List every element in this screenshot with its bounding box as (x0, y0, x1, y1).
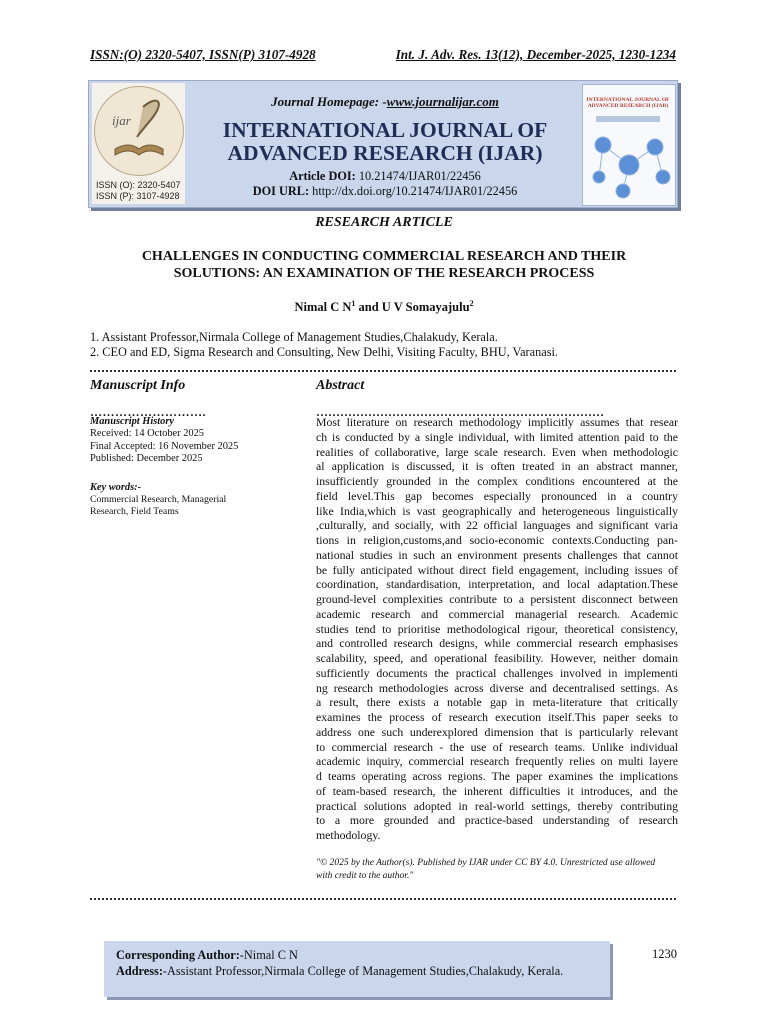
keywords-line: Research, Field Teams (90, 506, 179, 517)
corr-address: -Assistant Professor,Nirmala College of Management Studies,Chalakudy, Kerala. (162, 964, 564, 978)
running-header (90, 47, 676, 63)
abstract-line: tions in religion,customs,and socio-economic contexts.Conducting pan- (316, 533, 678, 547)
journal-title-line2: ADVANCED RESEARCH (IJAR) (227, 141, 543, 165)
manuscript-info-dots: ………………………. (90, 405, 206, 419)
header-citation: Int. J. Adv. Res. 13(12), December-2025, 1230-1234 (395, 47, 676, 62)
abstract-line: to commercial research - the use of research teams. Unlike individual (316, 739, 678, 754)
abstract-line: academic inquiry, commercial research frequently relies on multi layere (316, 754, 678, 769)
abstract-line: and controlled research designs, while commercial research emphasises (316, 636, 678, 651)
homepage-label: Journal Homepage: - (271, 94, 387, 109)
abstract-line: al application is discussed, it is often treated in an abstract manner, (316, 459, 678, 474)
abstract-line: address one such underexplored dimension that is particularly relevant (316, 724, 678, 739)
journal-homepage (190, 94, 580, 110)
paper-title (90, 248, 678, 282)
logo-wordmark: ijar (112, 113, 131, 128)
license-note (316, 857, 680, 883)
manuscript-history (90, 416, 300, 465)
divider (90, 370, 676, 372)
abstract-line: academic research and commercial managerial research. Academic (316, 606, 678, 621)
abstract-body (316, 415, 678, 843)
corr-address-label: Address: (116, 964, 163, 978)
abstract-line: coordination, standardisation, interpretation, and local adaptation.These (316, 577, 678, 592)
abstract-dots: ……………………………………………………………… (316, 405, 604, 419)
logo-issn-online: ISSN (O): 2320-5407 (96, 180, 181, 190)
abstract-line: of team-based research, the inherent difficulties it introduces, and the (316, 783, 678, 798)
license-line: "© 2025 by the Author(s). Published by IJAR under CC BY 4.0. Unrestricted use allowed (316, 858, 656, 868)
abstract-line: d teams operating across regions. The paper examines the implications (316, 769, 678, 783)
abstract-line: field level.This gap becomes especially pronounced in a country (316, 488, 678, 503)
doi-url-label: DOI URL: (252, 184, 310, 198)
cover-title: INTERNATIONAL JOURNAL OF ADVANCED RESEARCH (IJAR) (586, 97, 670, 109)
affiliations (90, 330, 690, 360)
article-doi (190, 169, 580, 199)
abstract-line: scalability, speed, and operational feasibility. However, neither domain (316, 651, 678, 665)
accepted-date: Final Accepted: 16 November 2025 (90, 440, 239, 452)
divider (90, 898, 676, 900)
abstract-line: insufficiently grounded in the complex conditions encountered at the (316, 474, 678, 488)
author-list (90, 299, 678, 315)
license-line: with credit to the author." (316, 870, 414, 881)
paper-title-line2: SOLUTIONS: AN EXAMINATION OF THE RESEARCH PROCESS (173, 266, 595, 281)
paper-title-line1: CHALLENGES IN CONDUCTING COMMERCIAL RESEARCH AND THEIR (141, 249, 627, 264)
manuscript-info-heading: Manuscript Info (90, 378, 186, 393)
quill-book-icon (94, 86, 184, 176)
logo-issn (96, 180, 181, 202)
abstract-line: to a more grounded and practice-based understanding of research (316, 813, 678, 828)
abstract-line: be fully anticipated without direct field engagement, including issues of (316, 562, 678, 577)
abstract-line: ng research methodologies across diverse and decentralised settings. As (316, 680, 678, 695)
published-date: Published: December 2025 (90, 452, 203, 464)
author-1-mark: 1 (351, 299, 356, 308)
abstract-line: methodology. (316, 828, 381, 842)
abstract-line: practical solutions adopted in real-world settings, thereby contributing (316, 798, 678, 813)
cover-subtitle-bar (596, 116, 660, 122)
author-1: Nimal C N (294, 300, 352, 315)
abstract-heading: Abstract (316, 378, 365, 393)
corr-author-label: Corresponding Author: (116, 948, 240, 962)
header-issn: ISSN:(O) 2320-5407, ISSN(P) 3107-4928 (90, 47, 316, 62)
abstract-line: examines the process of research execution itself.This paper seeks to (316, 710, 678, 724)
keywords-line: Commercial Research, Managerial (90, 494, 227, 505)
article-type: RESEARCH ARTICLE (315, 215, 453, 230)
corresponding-author (116, 947, 606, 979)
author-2-mark: 2 (469, 299, 474, 308)
homepage-link[interactable]: www.journalijar.com (386, 94, 499, 109)
abstract-line: ch is conducted by a single individual, with limited attention paid to the (316, 429, 678, 444)
corr-author-name: -Nimal C N (239, 948, 298, 962)
doi-label: Article DOI: (289, 169, 356, 183)
page-number: 1230 (652, 947, 677, 961)
keywords (90, 494, 270, 518)
abstract-line: a result, there exists a notable gap in meta-literature that critically (316, 695, 678, 710)
abstract-line: ,culturally, and socially, with 22 official languages and significant varia (316, 518, 678, 533)
author-2: and U V Somayajulu (355, 300, 470, 315)
abstract-line: Most literature on research methodology implicitly assumes that resear (316, 415, 678, 429)
abstract-line: national studies in such an environment presents challenges that cannot (316, 547, 678, 562)
abstract-line: sufficiently documents the practical challenges involved in implementi (316, 665, 678, 680)
journal-title (190, 119, 580, 165)
journal-title-line1: INTERNATIONAL JOURNAL OF (222, 118, 548, 142)
keywords-label: Key words:- (90, 482, 142, 493)
doi-url-link[interactable]: http://dx.doi.org/10.21474/IJAR01/22456 (309, 184, 518, 198)
received-date: Received: 14 October 2025 (90, 428, 204, 440)
history-label: Manuscript History (90, 416, 175, 427)
logo-issn-print: ISSN (P): 3107-4928 (96, 191, 180, 201)
affiliation-2: 2. CEO and ED, Sigma Research and Consulting, New Delhi, Visiting Faculty, BHU, Varanasi. (90, 345, 558, 359)
abstract-line: realities of collaborative, large scale research. Even when methodologic (316, 444, 678, 459)
affiliation-1: 1. Assistant Professor,Nirmala College of Management Studies,Chalakudy, Kerala. (90, 330, 498, 344)
abstract-line: like India,which is vast geographically and heterogeneous linguistically (316, 503, 678, 518)
abstract-line: studies tend to prioritise methodological rigour, theoretical consistency, (316, 621, 678, 636)
abstract-line: ground-level complexities contribute to a persistent disconnect between (316, 592, 678, 606)
doi-value: 10.21474/IJAR01/22456 (355, 169, 481, 183)
